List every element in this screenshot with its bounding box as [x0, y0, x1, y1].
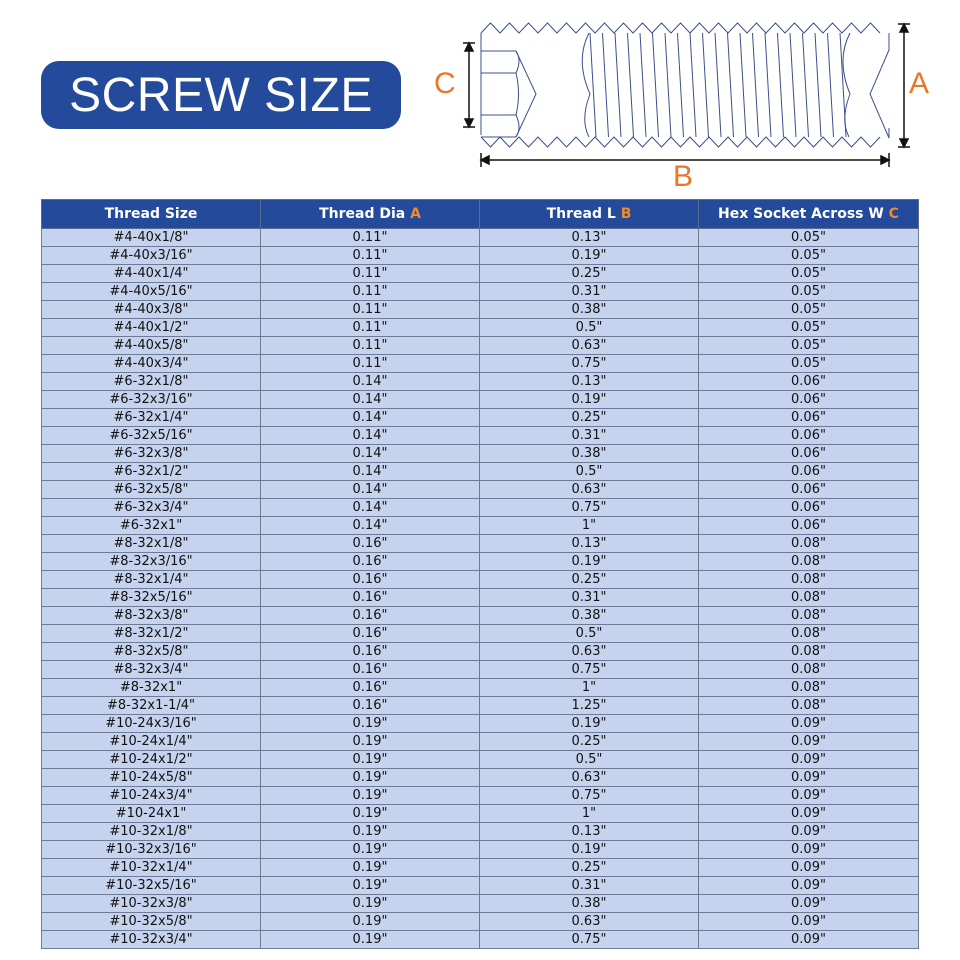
cell-thread-dia: 0.14" — [261, 481, 480, 499]
table-row — [42, 499, 919, 517]
cell-thread-length: 0.31" — [480, 589, 699, 607]
cell-hex-socket: 0.06" — [699, 445, 919, 463]
cell-thread-size: #10-24x1" — [42, 805, 261, 823]
cell-thread-length: 0.75" — [480, 661, 699, 679]
table-row — [42, 283, 919, 301]
cell-thread-size: #4-40x3/4" — [42, 355, 261, 373]
cell-thread-length: 0.25" — [480, 733, 699, 751]
cell-thread-size: #6-32x1/4" — [42, 409, 261, 427]
cell-thread-dia: 0.11" — [261, 319, 480, 337]
column-header-dimension-letter: A — [410, 206, 421, 222]
cell-hex-socket: 0.05" — [699, 283, 919, 301]
cell-thread-size: #8-32x5/8" — [42, 643, 261, 661]
cell-thread-length: 0.13" — [480, 229, 699, 247]
column-header-hex-socket — [699, 200, 919, 229]
cell-thread-dia: 0.19" — [261, 787, 480, 805]
screw-size-table — [41, 199, 919, 949]
cell-thread-dia: 0.19" — [261, 895, 480, 913]
cell-hex-socket: 0.08" — [699, 607, 919, 625]
cell-thread-dia: 0.19" — [261, 769, 480, 787]
cell-thread-length: 0.25" — [480, 859, 699, 877]
cell-hex-socket: 0.08" — [699, 643, 919, 661]
dimension-label-c: C — [434, 67, 456, 100]
cell-thread-length: 0.19" — [480, 553, 699, 571]
table-row — [42, 337, 919, 355]
cell-thread-length: 0.25" — [480, 571, 699, 589]
cell-hex-socket: 0.09" — [699, 895, 919, 913]
cell-thread-dia: 0.11" — [261, 247, 480, 265]
cell-thread-length: 1" — [480, 805, 699, 823]
column-header-thread-size — [42, 200, 261, 229]
table-row — [42, 535, 919, 553]
cell-thread-size: #8-32x3/16" — [42, 553, 261, 571]
cell-hex-socket: 0.06" — [699, 391, 919, 409]
table-row — [42, 229, 919, 247]
table-row — [42, 661, 919, 679]
cell-thread-dia: 0.11" — [261, 337, 480, 355]
cell-thread-size: #4-40x3/8" — [42, 301, 261, 319]
cell-hex-socket: 0.09" — [699, 751, 919, 769]
cell-thread-size: #10-32x3/4" — [42, 931, 261, 949]
cell-thread-size: #4-40x5/8" — [42, 337, 261, 355]
cell-hex-socket: 0.09" — [699, 769, 919, 787]
cell-thread-size: #4-40x3/16" — [42, 247, 261, 265]
cell-thread-size: #8-32x3/4" — [42, 661, 261, 679]
cell-hex-socket: 0.09" — [699, 841, 919, 859]
table-row — [42, 643, 919, 661]
cell-hex-socket: 0.05" — [699, 301, 919, 319]
table-row — [42, 679, 919, 697]
cell-thread-size: #10-24x1/2" — [42, 751, 261, 769]
cell-thread-dia: 0.19" — [261, 733, 480, 751]
column-header-thread-dia — [261, 200, 480, 229]
cell-thread-dia: 0.19" — [261, 715, 480, 733]
cell-thread-size: #6-32x1" — [42, 517, 261, 535]
cell-thread-length: 0.13" — [480, 373, 699, 391]
cell-thread-length: 0.5" — [480, 319, 699, 337]
dimension-label-b: B — [673, 160, 694, 193]
cell-hex-socket: 0.06" — [699, 499, 919, 517]
cell-thread-length: 0.75" — [480, 499, 699, 517]
cell-thread-dia: 0.14" — [261, 391, 480, 409]
cell-thread-length: 0.63" — [480, 481, 699, 499]
cell-hex-socket: 0.09" — [699, 877, 919, 895]
cell-thread-dia: 0.14" — [261, 499, 480, 517]
column-header-label: Thread L — [546, 206, 621, 222]
dimension-label-a: A — [909, 67, 930, 100]
cell-thread-length: 0.19" — [480, 715, 699, 733]
column-header-dimension-letter: C — [888, 206, 899, 222]
column-header-dimension-letter: B — [620, 206, 632, 222]
cell-hex-socket: 0.09" — [699, 913, 919, 931]
cell-thread-length: 0.63" — [480, 769, 699, 787]
table-row — [42, 265, 919, 283]
cell-hex-socket: 0.08" — [699, 571, 919, 589]
cell-hex-socket: 0.08" — [699, 661, 919, 679]
cell-thread-size: #6-32x3/4" — [42, 499, 261, 517]
cell-thread-dia: 0.14" — [261, 445, 480, 463]
cell-thread-length: 0.19" — [480, 247, 699, 265]
cell-thread-size: #10-24x1/4" — [42, 733, 261, 751]
cell-thread-size: #10-32x3/8" — [42, 895, 261, 913]
cell-hex-socket: 0.06" — [699, 463, 919, 481]
table-row — [42, 373, 919, 391]
cell-thread-length: 0.5" — [480, 751, 699, 769]
cell-thread-length: 0.75" — [480, 355, 699, 373]
cell-hex-socket: 0.09" — [699, 859, 919, 877]
cell-thread-length: 0.5" — [480, 463, 699, 481]
cell-thread-dia: 0.19" — [261, 805, 480, 823]
cell-hex-socket: 0.06" — [699, 517, 919, 535]
table-row — [42, 517, 919, 535]
cell-thread-dia: 0.16" — [261, 625, 480, 643]
cell-thread-dia: 0.16" — [261, 607, 480, 625]
cell-thread-length: 0.13" — [480, 535, 699, 553]
table-row — [42, 589, 919, 607]
table-row — [42, 751, 919, 769]
cell-thread-dia: 0.16" — [261, 697, 480, 715]
cell-hex-socket: 0.08" — [699, 535, 919, 553]
column-header-label: Hex Socket Across W — [718, 206, 889, 222]
table-row — [42, 733, 919, 751]
cell-thread-dia: 0.11" — [261, 283, 480, 301]
table-row — [42, 715, 919, 733]
cell-thread-length: 0.13" — [480, 823, 699, 841]
cell-thread-length: 0.63" — [480, 643, 699, 661]
cell-thread-dia: 0.19" — [261, 913, 480, 931]
cell-hex-socket: 0.09" — [699, 823, 919, 841]
column-header-label: Thread Size — [104, 206, 198, 222]
table-row — [42, 553, 919, 571]
table-row — [42, 841, 919, 859]
cell-thread-length: 0.31" — [480, 283, 699, 301]
cell-hex-socket: 0.06" — [699, 427, 919, 445]
table-row — [42, 571, 919, 589]
table-row — [42, 481, 919, 499]
cell-hex-socket: 0.08" — [699, 589, 919, 607]
column-header-label: Thread Dia — [319, 206, 411, 222]
cell-thread-size: #6-32x3/8" — [42, 445, 261, 463]
cell-thread-dia: 0.16" — [261, 553, 480, 571]
cell-thread-size: #10-32x1/4" — [42, 859, 261, 877]
cell-hex-socket: 0.05" — [699, 229, 919, 247]
cell-thread-length: 0.63" — [480, 913, 699, 931]
table-row — [42, 301, 919, 319]
table-row — [42, 805, 919, 823]
cell-hex-socket: 0.08" — [699, 697, 919, 715]
table-row — [42, 913, 919, 931]
cell-thread-size: #10-32x3/16" — [42, 841, 261, 859]
cell-thread-length: 0.38" — [480, 301, 699, 319]
cell-thread-size: #4-40x1/8" — [42, 229, 261, 247]
cell-hex-socket: 0.06" — [699, 409, 919, 427]
cell-thread-dia: 0.19" — [261, 823, 480, 841]
cell-thread-size: #8-32x1/4" — [42, 571, 261, 589]
table-row — [42, 787, 919, 805]
cell-thread-size: #8-32x1/2" — [42, 625, 261, 643]
cell-thread-length: 0.63" — [480, 337, 699, 355]
cell-thread-dia: 0.14" — [261, 517, 480, 535]
cell-thread-dia: 0.16" — [261, 679, 480, 697]
cell-thread-dia: 0.19" — [261, 841, 480, 859]
cell-hex-socket: 0.05" — [699, 355, 919, 373]
cell-hex-socket: 0.09" — [699, 715, 919, 733]
cell-thread-dia: 0.14" — [261, 373, 480, 391]
cell-thread-dia: 0.14" — [261, 463, 480, 481]
table-row — [42, 391, 919, 409]
cell-thread-length: 1" — [480, 679, 699, 697]
cell-thread-size: #10-24x3/4" — [42, 787, 261, 805]
cell-thread-dia: 0.19" — [261, 931, 480, 949]
cell-hex-socket: 0.05" — [699, 319, 919, 337]
title-banner — [41, 61, 401, 129]
cell-hex-socket: 0.09" — [699, 805, 919, 823]
cell-thread-dia: 0.19" — [261, 859, 480, 877]
cell-thread-size: #10-32x5/16" — [42, 877, 261, 895]
cell-thread-length: 0.31" — [480, 427, 699, 445]
cell-thread-size: #10-24x5/8" — [42, 769, 261, 787]
table-row — [42, 931, 919, 949]
cell-thread-size: #4-40x1/4" — [42, 265, 261, 283]
cell-hex-socket: 0.09" — [699, 787, 919, 805]
cell-hex-socket: 0.06" — [699, 373, 919, 391]
page-title: SCREW SIZE — [69, 68, 373, 122]
table-row — [42, 247, 919, 265]
table-row — [42, 445, 919, 463]
cell-thread-size: #8-32x5/16" — [42, 589, 261, 607]
cell-thread-dia: 0.16" — [261, 589, 480, 607]
cell-thread-length: 0.31" — [480, 877, 699, 895]
cell-hex-socket: 0.09" — [699, 931, 919, 949]
cell-thread-size: #8-32x1/8" — [42, 535, 261, 553]
column-header-thread-length — [480, 200, 699, 229]
table-row — [42, 355, 919, 373]
cell-thread-dia: 0.14" — [261, 409, 480, 427]
cell-thread-dia: 0.11" — [261, 355, 480, 373]
table-row — [42, 463, 919, 481]
cell-thread-length: 0.19" — [480, 841, 699, 859]
cell-thread-length: 0.25" — [480, 409, 699, 427]
table-row — [42, 427, 919, 445]
cell-thread-length: 1" — [480, 517, 699, 535]
cell-hex-socket: 0.05" — [699, 247, 919, 265]
cell-hex-socket: 0.08" — [699, 553, 919, 571]
cell-thread-dia: 0.16" — [261, 661, 480, 679]
table-row — [42, 877, 919, 895]
cell-hex-socket: 0.06" — [699, 481, 919, 499]
cell-thread-size: #6-32x1/2" — [42, 463, 261, 481]
table-header-row — [42, 200, 919, 229]
table-row — [42, 625, 919, 643]
table-row — [42, 319, 919, 337]
cell-thread-dia: 0.11" — [261, 229, 480, 247]
table-row — [42, 409, 919, 427]
cell-thread-length: 0.19" — [480, 391, 699, 409]
cell-thread-size: #8-32x1-1/4" — [42, 697, 261, 715]
table-row — [42, 823, 919, 841]
cell-thread-dia: 0.14" — [261, 427, 480, 445]
cell-hex-socket: 0.08" — [699, 679, 919, 697]
cell-thread-dia: 0.16" — [261, 535, 480, 553]
table-row — [42, 697, 919, 715]
cell-hex-socket: 0.09" — [699, 733, 919, 751]
cell-thread-size: #4-40x1/2" — [42, 319, 261, 337]
cell-thread-size: #6-32x5/8" — [42, 481, 261, 499]
cell-thread-size: #6-32x3/16" — [42, 391, 261, 409]
cell-thread-dia: 0.11" — [261, 265, 480, 283]
cell-thread-dia: 0.16" — [261, 643, 480, 661]
cell-thread-size: #4-40x5/16" — [42, 283, 261, 301]
cell-thread-length: 0.38" — [480, 607, 699, 625]
cell-thread-size: #10-24x3/16" — [42, 715, 261, 733]
cell-thread-length: 0.25" — [480, 265, 699, 283]
table-row — [42, 607, 919, 625]
table-row — [42, 859, 919, 877]
cell-thread-length: 0.5" — [480, 625, 699, 643]
cell-thread-length: 0.75" — [480, 787, 699, 805]
cell-thread-dia: 0.11" — [261, 301, 480, 319]
table-row — [42, 895, 919, 913]
table-row — [42, 769, 919, 787]
cell-thread-size: #8-32x3/8" — [42, 607, 261, 625]
cell-hex-socket: 0.05" — [699, 337, 919, 355]
cell-thread-length: 0.38" — [480, 895, 699, 913]
cell-thread-length: 0.38" — [480, 445, 699, 463]
screw-diagram — [420, 10, 940, 200]
cell-thread-size: #8-32x1" — [42, 679, 261, 697]
cell-thread-length: 1.25" — [480, 697, 699, 715]
cell-thread-length: 0.75" — [480, 931, 699, 949]
cell-thread-size: #10-32x1/8" — [42, 823, 261, 841]
cell-thread-size: #6-32x5/16" — [42, 427, 261, 445]
cell-thread-dia: 0.19" — [261, 877, 480, 895]
cell-thread-dia: 0.19" — [261, 751, 480, 769]
cell-thread-dia: 0.16" — [261, 571, 480, 589]
cell-thread-size: #10-32x5/8" — [42, 913, 261, 931]
cell-hex-socket: 0.05" — [699, 265, 919, 283]
cell-thread-size: #6-32x1/8" — [42, 373, 261, 391]
cell-hex-socket: 0.08" — [699, 625, 919, 643]
